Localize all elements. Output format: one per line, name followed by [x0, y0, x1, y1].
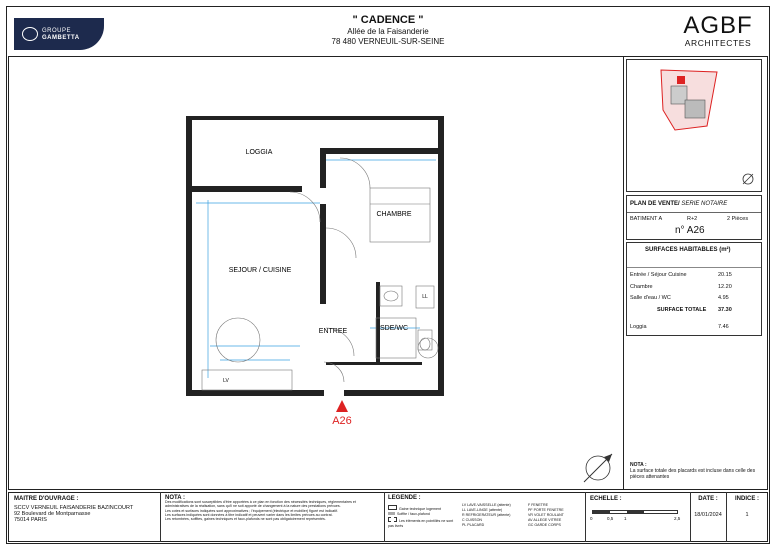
nota-line: Des modifications sont susceptibles d'être apportées à ce plan en fonction des nécessités techniques, réglementaires et [165, 500, 356, 505]
total-label: SURFACE TOTALE [657, 307, 707, 313]
floor-plan [180, 108, 450, 428]
legend-code: F FENETRE [528, 503, 548, 507]
date-title: DATE : [698, 496, 718, 502]
panel-note [630, 462, 760, 480]
rooms-count: 2 Pièces [727, 216, 749, 222]
room-label-entree: ENTREE [318, 328, 348, 335]
project-header [250, 14, 526, 46]
architect-logo [676, 14, 760, 48]
key-plan [627, 60, 761, 191]
room-label-loggia: LOGGIA [245, 149, 273, 156]
legend-title: LEGENDE : [388, 495, 421, 501]
loggia-label: Loggia [630, 324, 647, 330]
groupe-gambetta-logo [14, 18, 104, 50]
level: R+2 [687, 216, 698, 222]
legend-code: LL LAVE-LINGE (attente) [462, 508, 503, 512]
nota-line: Les cotes et surfaces indiquées sont approximatives ; l'équipement (électrique et mobilier) figuré est indicatif. [165, 508, 339, 513]
scale-tick: 1 [624, 516, 627, 521]
legend-code: C CUISSON [462, 518, 482, 522]
scale-tick: 2,5 [674, 516, 681, 521]
scale-tick: 0,5 [607, 516, 614, 521]
lot-number-value: A26 [686, 225, 705, 236]
legend-item: Soffite / faux-plafond [388, 512, 458, 517]
surface-row-label: Salle d'eau / WC [630, 295, 671, 301]
architect-brand: AGBF [683, 12, 753, 39]
surface-row-label: Entrée / Séjour Cuisine [630, 272, 687, 278]
plan-title [630, 201, 727, 207]
architect-sub: ARCHITECTES [684, 38, 752, 48]
walls [186, 116, 444, 396]
scale-bar [592, 510, 678, 514]
surfaces-box [626, 242, 762, 336]
legend-code: LV LAVE-VAISSELLE (attente) [462, 503, 511, 507]
owner-block [14, 496, 133, 523]
surfaces-title: SURFACES HABITABLES (m²) [645, 247, 731, 253]
fixture-label-ll: LL [422, 294, 428, 300]
owner-line: SCCV VERNEUIL FAISANDERIE BAZINCOURT [14, 505, 134, 511]
owner-line: 75014 PARIS [14, 517, 47, 523]
nota-line: Les surfaces indiquées sont données à titre indicatif et peuvent varier dans les limites prévues au contrat. [165, 512, 333, 517]
index-block [728, 496, 766, 518]
entrance-arrow-icon [336, 400, 348, 412]
logo-line2: GAMBETTA [42, 35, 80, 41]
date-block [692, 496, 724, 518]
panel-note-title: NOTA : [630, 462, 647, 468]
address-line1: Allée de la Faisanderie [347, 27, 429, 36]
room-label-sde: SDE/WC [380, 325, 408, 332]
compass-icon [578, 448, 618, 488]
legend-block [388, 495, 584, 528]
surface-row-value: 12.20 [718, 284, 732, 290]
legend-item: Gaine technique logement [388, 505, 458, 512]
legend-code: VR VOLET ROULANT [528, 513, 564, 517]
legend-code: R REFRIGERATEUR (attente) [462, 513, 511, 517]
plan-title-bold: PLAN DE VENTE/ [630, 201, 680, 207]
index-title: INDICE : [735, 496, 759, 502]
room-label-chambre: CHAMBRE [376, 211, 412, 218]
scale-block [590, 496, 688, 521]
scale-title: ECHELLE : [590, 496, 622, 502]
owner-title: MAITRE D'OUVRAGE : [14, 496, 79, 502]
nota-line: administratives de la réalisation, sans qu'il ne soit apporté de changement à la nature des prestations prévues. [165, 504, 341, 509]
lot-prefix: n° [675, 225, 685, 236]
key-plan-box [626, 59, 762, 192]
total-value: 37.30 [718, 307, 732, 313]
panel-note-text: La surface totale des placards est incluse dans celle des pièces attenantes [630, 468, 756, 480]
fixture-label-lv: LV [223, 378, 229, 384]
legend-item: Les éléments en pointillés ne sont pas livrés [388, 519, 454, 528]
date-value: 18/01/2024 [694, 512, 722, 518]
logo-line1: GROUPE [42, 28, 72, 34]
batiment: BATIMENT A [630, 216, 663, 222]
unit-code-label: A26 [332, 415, 352, 427]
surface-row-value: 4.95 [718, 295, 729, 301]
lot-number [675, 225, 705, 236]
nota-title: NOTA : [165, 495, 185, 501]
scale-tick: 0 [590, 516, 593, 521]
plan-title-box [626, 195, 762, 240]
project-title: " CADENCE " [352, 14, 424, 26]
surface-row-label: Chambre [630, 284, 653, 290]
plan-title-italic: SERIE NOTAIRE [679, 201, 728, 207]
legend-code: GC GARDE CORPS [528, 523, 561, 527]
loggia-value: 7.46 [718, 324, 729, 330]
room-label-sejour: SEJOUR / CUISINE [228, 267, 292, 274]
address-line2: 78 480 VERNEUIL-SUR-SEINE [331, 37, 445, 46]
owner-line: 92 Boulevard de Montparnasse [14, 511, 91, 517]
nota-line: Les retombées, soffites, gaines techniques et faux-plafonds ne sont pas obligatoirement représentés. [165, 517, 326, 522]
nota-block [165, 496, 381, 521]
legend-code: AV ALLEGE VITREE [528, 518, 562, 522]
logo-mark-icon [22, 27, 38, 41]
legend-code: PL PLACARD [462, 523, 485, 527]
surface-row-value: 20.15 [718, 272, 732, 278]
legend-code: PF PORTE FENETRE [528, 508, 564, 512]
index-value: 1 [745, 512, 749, 518]
